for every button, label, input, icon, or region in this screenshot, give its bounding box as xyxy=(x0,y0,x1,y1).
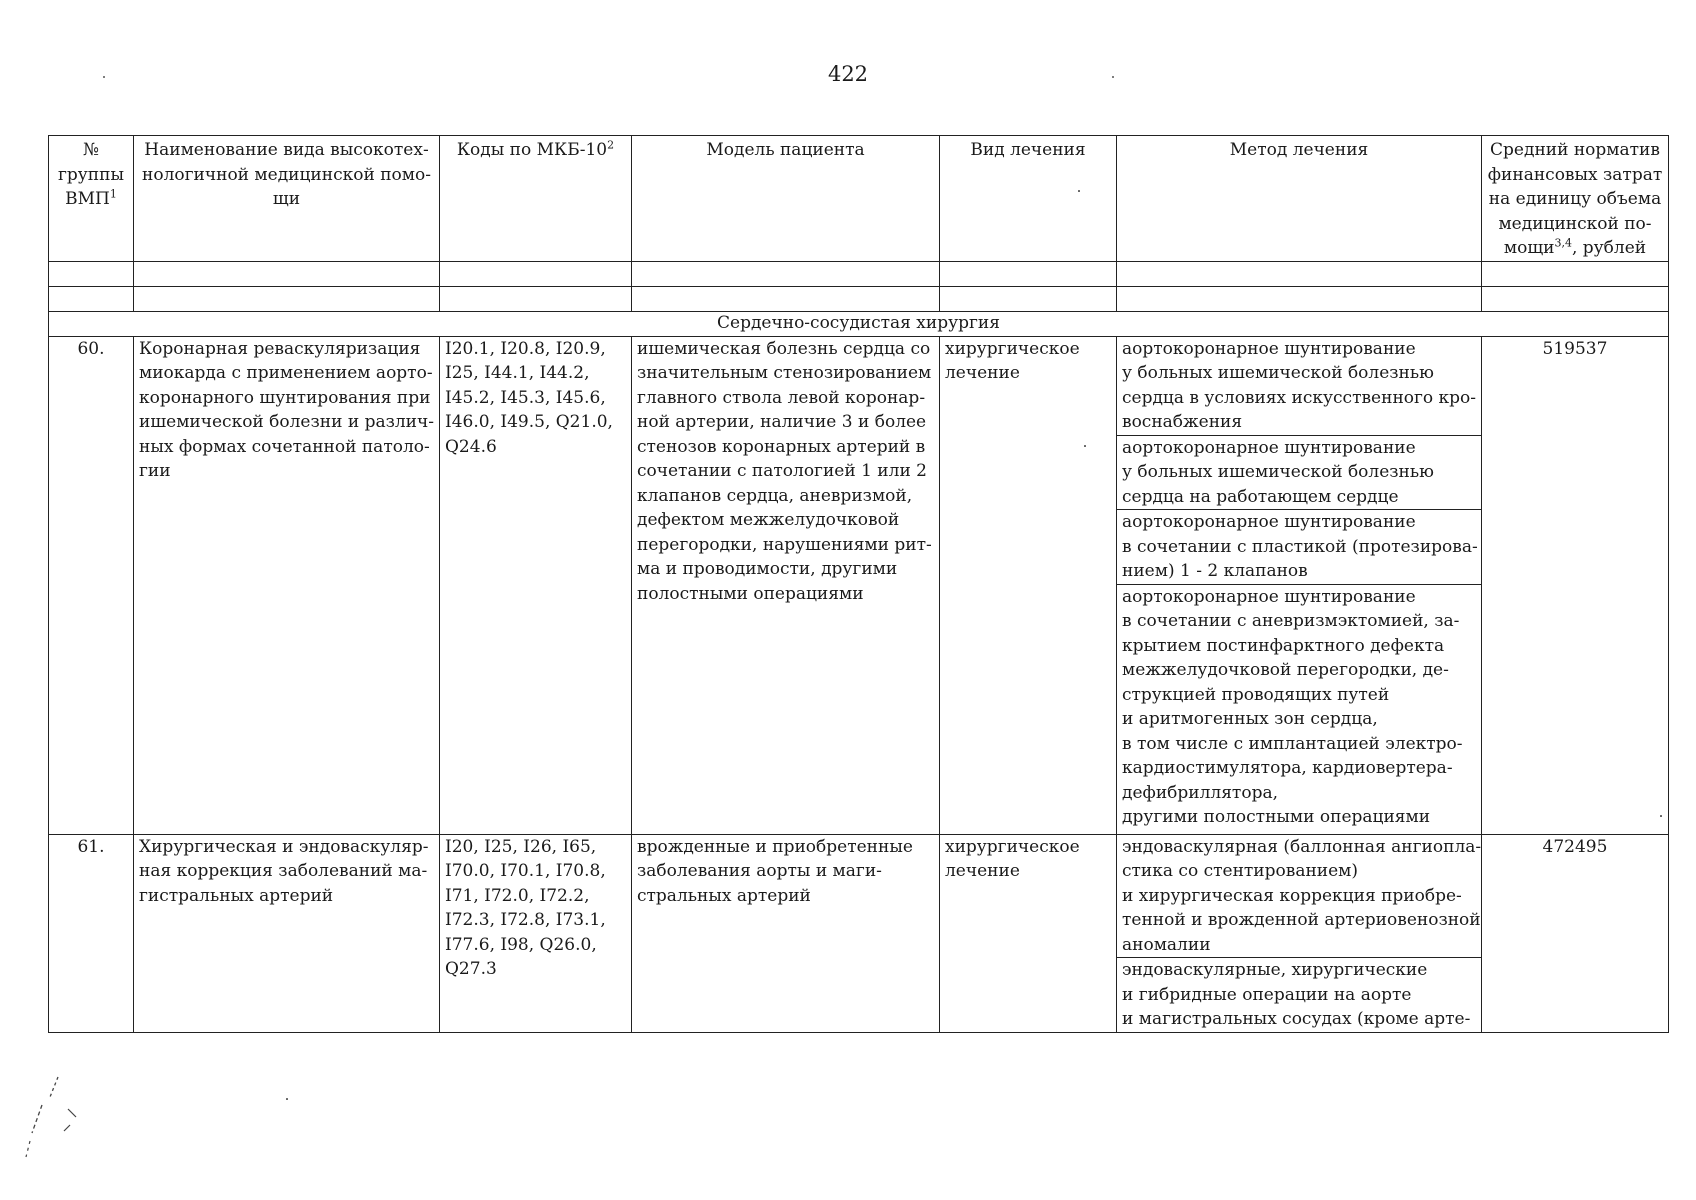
cell-line: и хирургическая коррекция приобре- xyxy=(1122,885,1462,906)
cell-line: сердца на работающем сердце xyxy=(1122,486,1399,507)
blank-cell xyxy=(632,261,940,286)
header-method xyxy=(1117,136,1482,262)
header-text: группы xyxy=(58,164,124,185)
blank-cell xyxy=(134,261,440,286)
blank-cell xyxy=(1117,261,1482,286)
header-text: Модель пациента xyxy=(706,140,865,160)
icd-codes xyxy=(440,834,632,1032)
method-entry xyxy=(1117,510,1481,585)
section-title: Сердечно-сосудистая хирургия xyxy=(49,311,1669,336)
header-text: щи xyxy=(272,189,301,209)
header-patient-model xyxy=(632,136,940,262)
header-text: Вид лечения xyxy=(970,140,1086,160)
blank-cell xyxy=(134,286,440,311)
cell-line: аортокоронарное шунтирование xyxy=(1122,586,1416,607)
blank-cell xyxy=(940,261,1117,286)
cell-line: и аритмогенных зон сердца, xyxy=(1122,709,1378,729)
cell-line: нием) 1 - 2 клапанов xyxy=(1122,561,1308,581)
blank-cell xyxy=(1482,286,1669,311)
header-text: , рублей xyxy=(1571,238,1647,258)
footnote-ref: 3,4 xyxy=(1554,236,1572,250)
cell-line: лечение xyxy=(945,363,1020,383)
cell-line: эндоваскулярные, хирургические xyxy=(1122,960,1428,980)
cell-line: аортокоронарное шунтирование xyxy=(1122,437,1416,458)
average-cost: 519537 xyxy=(1482,336,1669,834)
method-entry xyxy=(1117,835,1481,959)
cell-line: стенозов коронарных артерий в xyxy=(637,436,926,457)
treatment-methods xyxy=(1117,834,1482,1032)
cell-line: хирургическое xyxy=(945,836,1080,857)
cell-line: в сочетании с пластикой (протезирова- xyxy=(1122,536,1478,557)
cell-line: кардиостимулятора, кардиовертера- xyxy=(1122,758,1453,778)
cell-line: I77.6, I98, Q26.0, xyxy=(445,934,597,955)
patient-model xyxy=(632,834,940,1032)
cell-line: I25, I44.1, I44.2, xyxy=(445,363,590,383)
table-row xyxy=(49,834,1669,1032)
cell-line: аортокоронарное шунтирование xyxy=(1122,512,1416,532)
cell-line: I45.2, I45.3, I45.6, xyxy=(445,387,606,408)
scan-speck xyxy=(103,76,105,78)
cell-line: у больных ишемической болезнью xyxy=(1122,462,1434,482)
cell-line: I46.0, I49.5, Q21.0, xyxy=(445,412,613,432)
blank-cell xyxy=(49,261,134,286)
treatment-methods xyxy=(1117,336,1482,834)
vmp-table xyxy=(48,135,1669,1033)
cell-line: гии xyxy=(139,461,171,481)
header-text: Наименование вида высокотех- xyxy=(144,140,429,160)
cell-line: врожденные и приобретенные xyxy=(637,836,913,857)
blank-cell xyxy=(940,286,1117,311)
cell-line: дефектом межжелудочковой xyxy=(637,510,900,530)
header-text xyxy=(1487,236,1663,261)
cell-line: у больных ишемической болезнью xyxy=(1122,363,1434,383)
cell-line: перегородки, нарушениями рит- xyxy=(637,534,932,555)
blank-cell xyxy=(440,261,632,286)
footnote-ref: 1 xyxy=(109,187,117,201)
cell-line: Коронарная реваскуляризация xyxy=(139,338,421,359)
cell-line: Хирургическая и эндоваскуляр- xyxy=(139,836,429,857)
blank-cell xyxy=(1482,261,1669,286)
cell-line: главного ствола левой коронар- xyxy=(637,387,926,408)
cell-line: ишемическая болезнь сердца со xyxy=(637,338,931,359)
blank-cell xyxy=(49,286,134,311)
footnote-ref: 2 xyxy=(607,138,615,152)
cell-line: гистральных артерий xyxy=(139,885,334,906)
cell-line: I72.3, I72.8, I73.1, xyxy=(445,910,606,930)
icd-codes xyxy=(440,336,632,834)
care-type-name xyxy=(134,336,440,834)
cell-line: стральных артерий xyxy=(637,885,811,906)
cell-line: струкцией проводящих путей xyxy=(1122,684,1390,705)
cell-line: хирургическое xyxy=(945,338,1080,359)
cell-line: ных формах сочетанной патоло- xyxy=(139,436,430,457)
cell-line: ной артерии, наличие 3 и более xyxy=(637,412,927,432)
cell-line: стика со стентированием) xyxy=(1122,861,1359,881)
cell-line: значительным стенозированием xyxy=(637,363,932,383)
method-entry xyxy=(1117,436,1481,511)
cell-line: ма и проводимости, другими xyxy=(637,559,898,579)
table-header-row xyxy=(49,136,1669,262)
method-entry xyxy=(1117,585,1481,830)
header-name xyxy=(134,136,440,262)
cell-line: крытием постинфарктного дефекта xyxy=(1122,635,1445,656)
method-entry xyxy=(1117,337,1481,436)
header-text: ВМП xyxy=(65,189,110,209)
group-number: 60. xyxy=(49,336,134,834)
cell-line: и магистральных сосудах (кроме арте- xyxy=(1122,1009,1471,1029)
section-row xyxy=(49,311,1669,336)
cell-line: другими полостными операциями xyxy=(1122,807,1431,827)
header-text: нологичной медицинской помо- xyxy=(142,164,431,185)
header-text: Средний норматив xyxy=(1490,140,1660,160)
cell-line: Q27.3 xyxy=(445,959,497,979)
header-treatment-type xyxy=(940,136,1117,262)
care-type-name xyxy=(134,834,440,1032)
cell-line: миокарда с применением аорто- xyxy=(139,363,433,383)
cell-line: воснабжения xyxy=(1122,412,1243,432)
cell-line: аномалии xyxy=(1122,934,1211,955)
cell-line: полостными операциями xyxy=(637,583,864,604)
blank-cell xyxy=(1117,286,1482,311)
scan-speck xyxy=(1112,76,1114,78)
cell-line: эндоваскулярная (баллонная ангиопла- xyxy=(1122,836,1482,857)
cell-line: клапанов сердца, аневризмой, xyxy=(637,485,913,506)
header-text: № xyxy=(82,140,100,160)
cell-line: I71, I72.0, I72.2, xyxy=(445,885,590,906)
cell-line: в сочетании с аневризмэктомией, за- xyxy=(1122,611,1460,631)
patient-model xyxy=(632,336,940,834)
header-text xyxy=(54,187,128,212)
pen-scribble-mark xyxy=(20,1075,90,1165)
cell-line: аортокоронарное шунтирование xyxy=(1122,338,1416,359)
cell-line: ная коррекция заболеваний ма- xyxy=(139,861,428,881)
cell-line: сердца в условиях искусственного кро- xyxy=(1122,387,1477,408)
cell-line: дефибриллятора, xyxy=(1122,782,1278,803)
cell-line: I20, I25, I26, I65, xyxy=(445,836,597,857)
table-row xyxy=(49,336,1669,834)
header-text: мощи xyxy=(1503,238,1555,258)
header-text: на единицу объема xyxy=(1488,189,1662,209)
header-codes xyxy=(440,136,632,262)
header-text: медицинской по- xyxy=(1498,213,1652,234)
method-entry xyxy=(1117,958,1481,1032)
cell-line: заболевания аорты и маги- xyxy=(637,861,882,881)
cell-line: сочетании с патологией 1 или 2 xyxy=(637,461,927,481)
blank-row xyxy=(49,286,1669,311)
cell-line: межжелудочковой перегородки, де- xyxy=(1122,660,1449,680)
cell-line: и гибридные операции на аорте xyxy=(1122,984,1412,1005)
cell-line: лечение xyxy=(945,861,1020,881)
header-text: финансовых затрат xyxy=(1487,164,1663,185)
cell-line: I20.1, I20.8, I20.9, xyxy=(445,338,606,359)
scan-speck xyxy=(286,1098,288,1100)
group-number: 61. xyxy=(49,834,134,1032)
header-group-no xyxy=(49,136,134,262)
cell-line: Q24.6 xyxy=(445,436,497,457)
header-text: Метод лечения xyxy=(1229,140,1369,160)
blank-cell xyxy=(632,286,940,311)
cell-line: в том числе с имплантацией электро- xyxy=(1122,733,1463,754)
header-cost xyxy=(1482,136,1669,262)
treatment-type xyxy=(940,834,1117,1032)
blank-cell xyxy=(440,286,632,311)
treatment-type xyxy=(940,336,1117,834)
cell-line: тенной и врожденной артериовенозной xyxy=(1122,910,1481,930)
header-text: Коды по МКБ-10 xyxy=(456,140,608,160)
blank-row xyxy=(49,261,1669,286)
cell-line: ишемической болезни и различ- xyxy=(139,412,434,432)
average-cost: 472495 xyxy=(1482,834,1669,1032)
page-number: 422 xyxy=(827,62,869,86)
cell-line: коронарного шунтирования при xyxy=(139,387,431,408)
cell-line: I70.0, I70.1, I70.8, xyxy=(445,861,606,881)
